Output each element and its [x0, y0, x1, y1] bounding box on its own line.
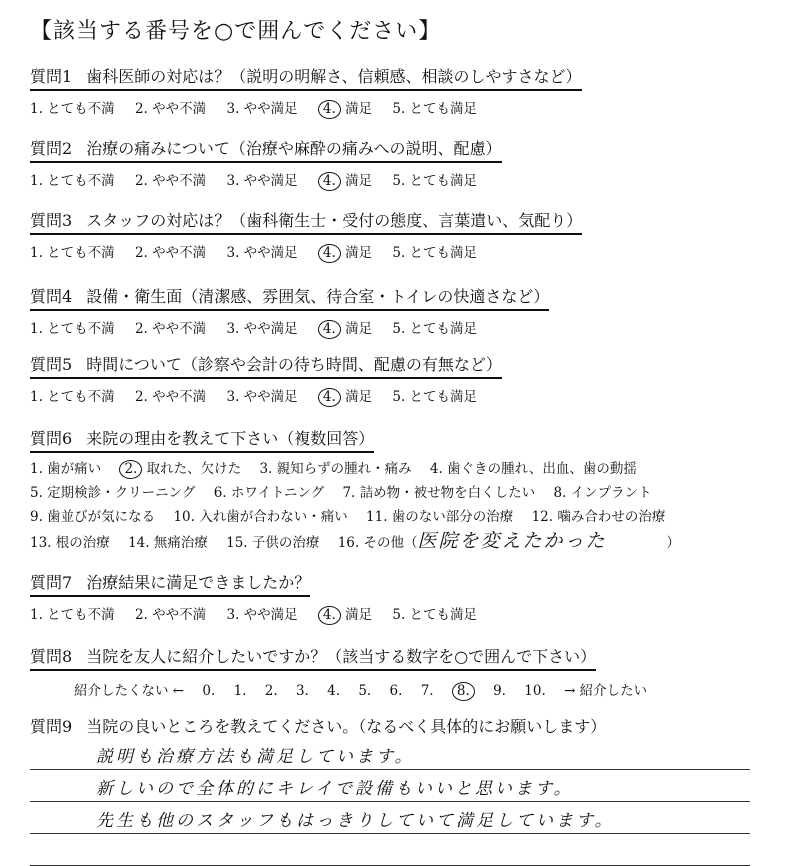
reason-row	[30, 457, 680, 481]
scale-7[interactable]: 7.	[420, 683, 434, 699]
reason-11[interactable]: 11. 歯のない部分の治療	[366, 509, 514, 525]
option-2[interactable]: 2. やや不満	[134, 321, 207, 337]
question-text: 治療の痛みについて（治療や麻酔の痛みへの説明、配慮）	[86, 139, 502, 158]
reason-6[interactable]: 6. ホワイトニング	[213, 485, 325, 501]
question-text: 時間について（診察や会計の待ち時間、配慮の有無など）	[86, 355, 502, 374]
scale-10[interactable]: 10.	[524, 683, 546, 699]
reason-15[interactable]: 15. 子供の治療	[226, 535, 320, 551]
question-number: 質問4	[30, 287, 73, 306]
rating-options	[30, 169, 502, 191]
option-3[interactable]: 3. やや満足	[226, 101, 298, 117]
handwritten-comment: 説明も治療方法も満足しています。	[96, 747, 415, 767]
question-number: 質問7	[30, 573, 73, 592]
reason-3[interactable]: 3. 親知らずの腫れ・痛み	[259, 461, 412, 477]
rating-options	[30, 317, 549, 339]
selection-circle: 4.	[318, 388, 341, 407]
option-3[interactable]: 3. やや満足	[226, 389, 298, 405]
rating-options	[30, 241, 582, 263]
comment-line-1[interactable]	[30, 738, 750, 770]
question-text: 来院の理由を教えて下さい（複数回答）	[86, 429, 375, 448]
option-2[interactable]: 2. やや不満	[134, 389, 207, 405]
scale-9[interactable]: 9.	[493, 683, 506, 699]
question-text: 治療結果に満足できましたか？	[86, 573, 311, 592]
comment-line-4[interactable]	[30, 834, 750, 866]
scale-0[interactable]: 0.	[202, 683, 216, 699]
option-2[interactable]: 2. やや不満	[134, 245, 207, 261]
question-6	[30, 426, 680, 555]
option-1[interactable]: 1. とても不満	[30, 321, 115, 337]
handwritten-comment: 先生も他のスタッフもはっきりしていて満足しています。	[96, 811, 615, 831]
handwritten-comment: 新しいので全体的にキレイで設備もいいと思います。	[96, 779, 574, 799]
reason-12[interactable]: 12. 噛み合わせの治療	[531, 509, 666, 525]
comment-line-3[interactable]	[30, 802, 750, 834]
question-number: 質問6	[30, 429, 73, 448]
option-1[interactable]: 1. とても不満	[30, 389, 115, 405]
question-text: 設備・衛生面（清潔感、雰囲気、待合室・トイレの快適さなど）	[86, 287, 550, 306]
other-answer-handwritten[interactable]: 医院を変えたかった	[417, 530, 607, 552]
selection-circle: 4.	[318, 172, 341, 191]
comment-lines	[30, 738, 750, 866]
option-1[interactable]: 1. とても不満	[30, 607, 115, 623]
reason-10[interactable]: 10. 入れ歯が合わない・痛い	[173, 509, 348, 525]
other-close-paren: ）	[666, 535, 680, 551]
option-5[interactable]: 5. とても満足	[392, 101, 478, 117]
reason-13[interactable]: 13. 根の治療	[30, 535, 110, 551]
rating-options	[30, 97, 582, 119]
question-number: 質問3	[30, 211, 73, 230]
option-4-selected[interactable]: 4. 満足	[318, 321, 372, 337]
option-2[interactable]: 2. やや不満	[134, 101, 207, 117]
reason-1[interactable]: 1. 歯が痛い	[30, 461, 102, 477]
option-4-selected[interactable]: 4. 満足	[318, 245, 372, 261]
option-1[interactable]: 1. とても不満	[30, 101, 115, 117]
reason-8[interactable]: 8. インプラント	[553, 485, 652, 501]
option-5[interactable]: 5. とても満足	[392, 389, 478, 405]
reason-row	[30, 481, 680, 505]
option-1[interactable]: 1. とても不満	[30, 245, 115, 261]
option-3[interactable]: 3. やや満足	[226, 607, 298, 623]
option-5[interactable]: 5. とても満足	[392, 607, 478, 623]
reason-7[interactable]: 7. 詰め物・被せ物を白くしたい	[342, 485, 536, 501]
option-5[interactable]: 5. とても満足	[392, 321, 478, 337]
question-number: 質問5	[30, 355, 73, 374]
selection-circle: 4.	[318, 606, 341, 625]
option-1[interactable]: 1. とても不満	[30, 173, 115, 189]
option-4-selected[interactable]: 4. 満足	[318, 173, 372, 189]
question-number: 質問1	[30, 67, 73, 86]
reason-2-selected[interactable]: 2. 取れた、欠けた	[119, 461, 241, 477]
scale-4[interactable]: 4.	[327, 683, 341, 699]
scale-left-label: 紹介したくない ←	[74, 683, 185, 699]
question-1	[30, 64, 582, 119]
reason-9[interactable]: 9. 歯並びが気になる	[30, 509, 156, 525]
option-3[interactable]: 3. やや満足	[226, 245, 298, 261]
question-4	[30, 284, 549, 339]
reason-options	[30, 457, 680, 555]
question-2	[30, 136, 502, 191]
reason-5[interactable]: 5. 定期検診・クリーニング	[30, 485, 196, 501]
question-number: 質問9	[30, 717, 73, 736]
option-5[interactable]: 5. とても満足	[392, 173, 478, 189]
scale-5[interactable]: 5.	[358, 683, 372, 699]
option-2[interactable]: 2. やや不満	[134, 173, 207, 189]
question-text: スタッフの対応は？（歯科衛生士・受付の態度、言葉遣い、気配り）	[86, 211, 583, 230]
reason-row	[30, 529, 680, 555]
rating-options	[30, 385, 502, 407]
form-heading: 【該当する番号を○で囲んでください】	[30, 19, 442, 44]
scale-3[interactable]: 3.	[295, 683, 309, 699]
question-text: 当院を友人に紹介したいですか？（該当する数字を○で囲んで下さい）	[86, 647, 597, 666]
question-text: 歯科医師の対応は？（説明の明解さ、信頼感、相談のしやすさなど）	[86, 67, 582, 86]
recommend-scale	[74, 679, 661, 701]
reason-14[interactable]: 14. 無痛治療	[128, 535, 208, 551]
question-number: 質問2	[30, 139, 73, 158]
scale-right-label: → 紹介したい	[564, 683, 648, 699]
question-text: 当院の良いところを教えてください。（なるべく具体的にお願いします）	[86, 717, 607, 736]
question-9	[30, 714, 606, 737]
scale-2[interactable]: 2.	[264, 683, 278, 699]
question-5	[30, 352, 502, 407]
selection-circle: 4.	[318, 244, 341, 263]
scale-6[interactable]: 6.	[389, 683, 403, 699]
scale-8-selected[interactable]: 8.	[452, 682, 475, 701]
question-number: 質問8	[30, 647, 73, 666]
option-3[interactable]: 3. やや満足	[226, 321, 298, 337]
option-4-selected[interactable]: 4. 満足	[318, 101, 372, 117]
selection-circle: 4.	[318, 100, 341, 119]
reason-16-other[interactable]: 16. その他（	[337, 535, 418, 551]
option-3[interactable]: 3. やや満足	[226, 173, 298, 189]
option-5[interactable]: 5. とても満足	[392, 245, 478, 261]
question-7	[30, 570, 493, 625]
selection-circle: 4.	[318, 320, 341, 339]
question-3	[30, 208, 582, 263]
selection-circle: 2.	[119, 460, 142, 479]
option-2[interactable]: 2. やや不満	[134, 607, 207, 623]
comment-line-2[interactable]	[30, 770, 750, 802]
reason-4[interactable]: 4. 歯ぐきの腫れ、出血、歯の動揺	[429, 461, 637, 477]
reason-row	[30, 505, 680, 529]
question-8	[30, 644, 661, 701]
rating-options	[30, 603, 493, 625]
option-4-selected[interactable]: 4. 満足	[318, 607, 372, 623]
scale-1[interactable]: 1.	[233, 683, 247, 699]
option-4-selected[interactable]: 4. 満足	[318, 389, 372, 405]
